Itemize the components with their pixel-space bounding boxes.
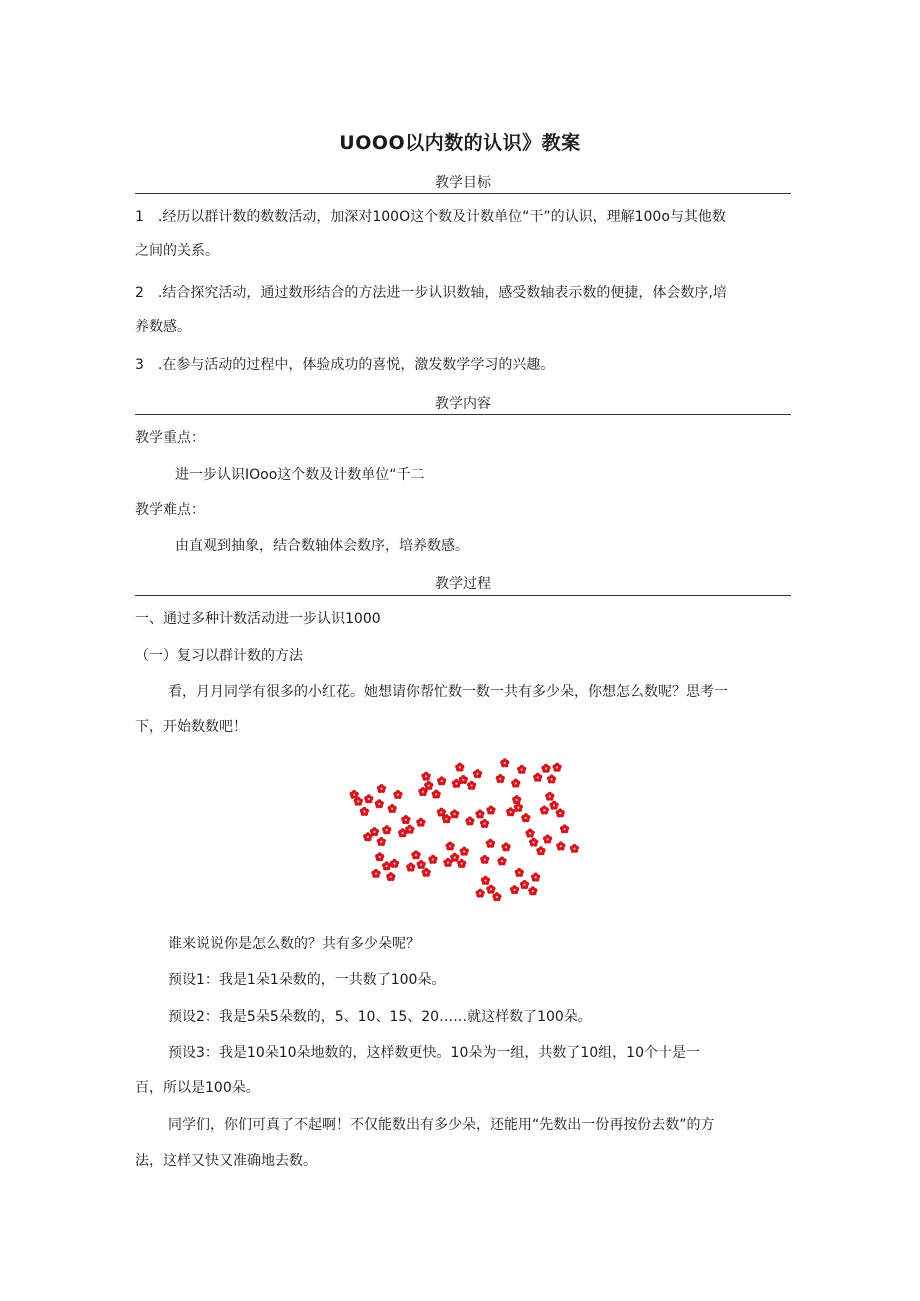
- flower-icon: [421, 772, 430, 781]
- flower-icon: [511, 779, 520, 788]
- preset-answer-2: 预设2：我是5朵5朵数的，5、10、15、20……就这样数了100朵。: [168, 1009, 592, 1025]
- flower-icon: [382, 825, 391, 834]
- flower-icon: [528, 886, 537, 895]
- flower-icon: [375, 852, 384, 861]
- flower-icon: [541, 764, 550, 773]
- flower-icon: [512, 795, 521, 804]
- flower-icon: [371, 869, 380, 878]
- flower-icon: [360, 807, 369, 816]
- flower-icon: [473, 769, 482, 778]
- praise-paragraph-line-2: 法，这样又快又准确地去数。: [135, 1153, 317, 1169]
- flower-icon: [521, 813, 530, 822]
- flower-icon: [506, 807, 515, 816]
- flower-icon: [386, 872, 395, 881]
- intro-paragraph-line-1: 看，月月同学有很多的小红花。她想请你帮忙数一数一共有多少朵，你想怎么数呢？思考一: [168, 684, 728, 700]
- process-part-1-heading: 一、通过多种计数活动进一步认识1000: [135, 611, 381, 627]
- difficult-point-text: 由直观到抽象，结合数轴体会数序，培养数感。: [175, 538, 469, 554]
- flower-icon: [393, 790, 402, 799]
- flower-icon: [411, 850, 420, 859]
- flower-icon: [486, 805, 495, 814]
- flower-icon: [543, 834, 552, 843]
- flower-icon: [437, 808, 446, 817]
- flower-icon: [525, 829, 534, 838]
- flower-icon: [450, 809, 459, 818]
- flower-icon: [406, 863, 415, 872]
- flower-icon: [460, 847, 469, 856]
- flower-icon: [531, 873, 540, 882]
- preset-answer-3-line-2: 百，所以是100朵。: [135, 1080, 260, 1096]
- flower-icon: [545, 792, 554, 801]
- section-divider: [135, 595, 791, 596]
- flower-icon: [457, 859, 466, 868]
- flower-icon: [422, 868, 431, 877]
- flower-icon: [547, 774, 556, 783]
- flower-icon: [556, 808, 565, 817]
- flower-icon: [465, 816, 474, 825]
- flower-icon: [424, 781, 433, 790]
- flower-icon: [467, 781, 476, 790]
- flower-icon: [480, 819, 489, 828]
- flower-icon: [364, 794, 373, 803]
- flower-icon: [375, 799, 384, 808]
- flower-icon: [416, 860, 425, 869]
- red-flowers-illustration: [330, 758, 592, 910]
- process-sub-1-heading: （一）复习以群计数的方法: [135, 648, 303, 664]
- difficult-point-label: 教学难点：: [135, 502, 205, 518]
- praise-paragraph-line-1: 同学们，你们可真了不起啊！不仅能数出有多少朵，还能用“先数出一份再按份去数”的方: [168, 1117, 715, 1133]
- flower-icon: [416, 818, 425, 827]
- flower-icon: [510, 885, 519, 894]
- flower-icon: [492, 892, 501, 901]
- flower-icon: [570, 844, 579, 853]
- goal-item-1-line-1: 1 .经历以群计数的数数活动，加深对100O这个数及计数单位“干”的认识，理解100o与其他数: [135, 209, 726, 225]
- flower-icon: [501, 842, 510, 851]
- flower-icon: [496, 774, 505, 783]
- flower-icon: [475, 809, 484, 818]
- intro-paragraph-line-2: 下，开始数数吧！: [135, 719, 247, 735]
- section-divider: [135, 414, 791, 415]
- goal-item-1-line-2: 之间的关系。: [135, 243, 219, 259]
- flower-icon: [556, 841, 565, 850]
- flower-icon: [552, 763, 561, 772]
- flower-icon: [428, 855, 437, 864]
- question-text: 谁来说说你是怎么数的？共有多少朵呢？: [168, 936, 420, 952]
- flower-icon: [401, 815, 410, 824]
- flower-icon: [377, 784, 386, 793]
- flower-icon: [549, 801, 558, 810]
- flower-icon: [486, 885, 495, 894]
- goal-item-3: 3 .在参与活动的过程中，体验成功的喜悦，激发数学学习的兴趣。: [135, 357, 555, 373]
- flower-icon: [529, 838, 538, 847]
- section-heading-content: 教学内容: [435, 396, 491, 412]
- flower-icon: [500, 758, 509, 767]
- flower-icon: [432, 790, 441, 799]
- flower-icon: [517, 765, 526, 774]
- flower-icon: [437, 776, 446, 785]
- flower-icon: [388, 804, 397, 813]
- flower-icon: [515, 868, 524, 877]
- flower-icon: [560, 824, 569, 833]
- flower-icon: [349, 790, 358, 799]
- flower-icon: [520, 880, 529, 889]
- section-divider: [135, 193, 791, 194]
- section-heading-goals: 教学目标: [435, 175, 491, 191]
- preset-answer-3-line-1: 预设3：我是10朵10朵地数的，这样数更快。10朵为一组，共数了10组，10个十是一: [168, 1045, 700, 1061]
- flower-icon: [480, 855, 489, 864]
- flower-icon: [377, 837, 386, 846]
- preset-answer-1: 预设1：我是1朵1朵数的，一共数了100朵。: [168, 972, 446, 988]
- flower-icon: [445, 841, 454, 850]
- document-title: UOOO以内数的认识》教案: [339, 132, 581, 154]
- key-point-text: 进一步认识IOoo这个数及计数单位“千二: [175, 467, 425, 483]
- goal-item-2-line-2: 养数感。: [135, 319, 191, 335]
- flower-icon: [486, 839, 495, 848]
- flower-icon: [455, 763, 464, 772]
- flower-icon: [536, 846, 545, 855]
- flower-icon: [481, 876, 490, 885]
- flower-icon: [475, 889, 484, 898]
- goal-item-2-line-1: 2 .结合探究活动，通过数形结合的方法进一步认识数轴，感受数轴表示数的便捷，体会数序,培: [135, 285, 727, 301]
- flower-icon: [497, 856, 506, 865]
- flower-icon: [390, 859, 399, 868]
- flower-icon: [533, 773, 542, 782]
- flower-icon: [540, 805, 549, 814]
- key-point-label: 教学重点：: [135, 430, 205, 446]
- section-heading-process: 教学过程: [435, 576, 491, 592]
